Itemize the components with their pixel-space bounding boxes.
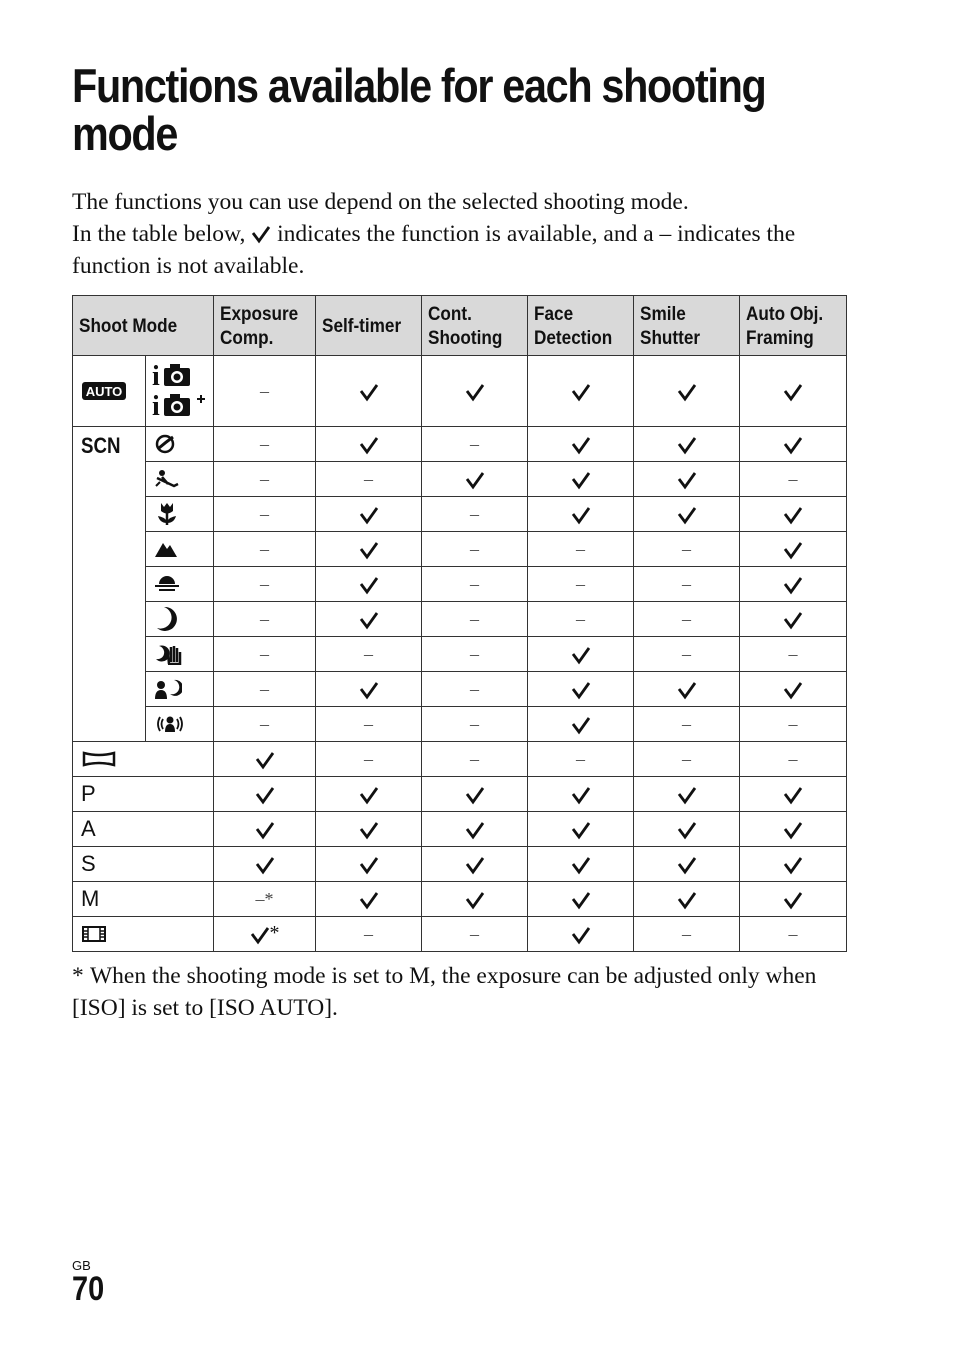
intro-line-2-after: indicates the function is available, and a – indicates the function is not available. <box>72 221 796 279</box>
dash-mark: – <box>470 538 480 559</box>
checkmark-icon <box>783 503 803 524</box>
checkmark-icon <box>465 853 485 874</box>
checkmark-icon <box>571 503 591 524</box>
availability-cell <box>634 356 740 427</box>
macro-tulip-icon <box>154 501 180 527</box>
scene-icon-cell <box>146 427 214 462</box>
availability-cell <box>316 882 422 917</box>
footnote <box>72 960 862 1024</box>
intro-line-2 <box>72 218 862 282</box>
checkmark-icon <box>359 573 379 594</box>
header-smile-shutter: Smile Shutter <box>634 296 740 356</box>
availability-cell <box>214 427 316 462</box>
dash-mark: – <box>260 643 270 664</box>
checkmark-icon <box>255 748 275 769</box>
checkmark-icon <box>677 818 697 839</box>
dash-mark: – <box>682 573 692 594</box>
availability-cell <box>740 497 847 532</box>
table-row <box>73 532 847 567</box>
aperture-mode-cell <box>73 812 214 847</box>
availability-cell <box>528 917 634 952</box>
intelligent-auto-icon <box>150 361 208 421</box>
panorama-mode-cell <box>73 742 214 777</box>
dash-mark: – <box>470 748 480 769</box>
program-mode-cell <box>73 777 214 812</box>
availability-cell <box>422 882 528 917</box>
footnote-marker: * <box>72 963 84 989</box>
availability-cell <box>214 777 316 812</box>
availability-cell <box>422 707 528 742</box>
table-row <box>73 567 847 602</box>
dash-mark: – <box>260 468 270 489</box>
soft-skin-icon <box>154 432 178 456</box>
checkmark-icon <box>571 783 591 804</box>
availability-cell <box>740 917 847 952</box>
dash-mark: – <box>260 538 270 559</box>
checkmark-icon <box>677 468 697 489</box>
dash-mark: – <box>260 380 270 401</box>
scene-icon-cell <box>146 707 214 742</box>
availability-cell <box>528 356 634 427</box>
checkmark-icon <box>465 783 485 804</box>
checkmark-icon <box>571 853 591 874</box>
availability-cell <box>528 427 634 462</box>
dash-mark: – <box>260 678 270 699</box>
availability-cell <box>214 742 316 777</box>
checkmark-icon <box>359 380 379 401</box>
availability-cell <box>316 812 422 847</box>
availability-cell <box>528 777 634 812</box>
availability-cell <box>422 812 528 847</box>
dash-mark: – <box>576 608 586 629</box>
table-row <box>73 462 847 497</box>
availability-cell <box>316 532 422 567</box>
dash-mark: – <box>470 643 480 664</box>
scene-icon-cell <box>146 637 214 672</box>
checkmark-icon <box>571 468 591 489</box>
availability-cell <box>634 532 740 567</box>
dash-mark: – <box>470 608 480 629</box>
availability-cell <box>740 847 847 882</box>
dash-mark: – <box>364 923 374 944</box>
dash-mark: – <box>682 713 692 734</box>
mode-label-m: M <box>81 886 100 911</box>
checkmark-icon <box>465 380 485 401</box>
availability-cell <box>634 602 740 637</box>
availability-cell <box>214 497 316 532</box>
header-auto-obj-framing: Auto Obj. Framing <box>740 296 847 356</box>
availability-cell <box>634 882 740 917</box>
checkmark-icon <box>465 888 485 909</box>
checkmark-icon <box>571 888 591 909</box>
availability-cell <box>316 707 422 742</box>
checkmark-icon <box>359 783 379 804</box>
checkmark-icon <box>783 538 803 559</box>
dash-mark: – <box>682 643 692 664</box>
availability-cell <box>316 847 422 882</box>
availability-cell <box>528 567 634 602</box>
availability-cell <box>634 777 740 812</box>
availability-cell <box>740 882 847 917</box>
availability-cell <box>422 427 528 462</box>
checkmark-icon <box>255 853 275 874</box>
table-row <box>73 427 847 462</box>
dash-mark: – <box>364 643 374 664</box>
availability-cell <box>740 427 847 462</box>
availability-cell <box>740 567 847 602</box>
availability-cell <box>528 532 634 567</box>
header-self-timer: Self-timer <box>316 296 422 356</box>
header-shoot-mode: Shoot Mode <box>73 296 214 356</box>
landscape-mountain-icon <box>154 539 178 559</box>
availability-cell <box>528 707 634 742</box>
checkmark-icon <box>677 783 697 804</box>
dash-mark: – <box>682 748 692 769</box>
soft-snap-icon <box>154 468 180 490</box>
intro-line-2-before: In the table below, <box>72 221 246 247</box>
availability-cell <box>214 917 316 952</box>
checkmark-icon <box>359 853 379 874</box>
availability-cell <box>422 567 528 602</box>
availability-cell <box>528 462 634 497</box>
intro-text <box>72 186 862 282</box>
availability-cell <box>422 462 528 497</box>
header-cont-shooting: Cont. Shooting <box>422 296 528 356</box>
footnote-text: When the shooting mode is set to M, the exposure can be adjusted only when [ISO] is set to [ISO AUTO]. <box>72 963 817 1021</box>
dash-mark: – <box>260 573 270 594</box>
checkmark-icon <box>783 380 803 401</box>
availability-cell <box>740 462 847 497</box>
table-row <box>73 637 847 672</box>
header-face-detection: Face Detection <box>528 296 634 356</box>
availability-cell <box>214 532 316 567</box>
checkmark-icon <box>571 678 591 699</box>
availability-cell <box>214 847 316 882</box>
dash-mark: – <box>576 573 586 594</box>
anti-motion-blur-icon <box>154 714 186 734</box>
scene-icon-cell <box>146 532 214 567</box>
intro-line-1: The functions you can use depend on the selected shooting mode. <box>72 189 689 215</box>
availability-cell <box>634 497 740 532</box>
dash-mark: – <box>260 608 270 629</box>
checkmark-icon <box>783 678 803 699</box>
auto-mode-cell <box>73 356 146 427</box>
checkmark-icon <box>783 888 803 909</box>
availability-cell <box>316 777 422 812</box>
dash-mark: – <box>470 503 480 524</box>
checkmark-icon <box>677 380 697 401</box>
availability-cell <box>214 567 316 602</box>
availability-cell <box>528 742 634 777</box>
availability-cell <box>422 917 528 952</box>
dash-mark: – <box>470 573 480 594</box>
function-availability-table <box>72 295 847 952</box>
mode-label-s: S <box>81 851 96 876</box>
availability-cell <box>214 637 316 672</box>
dash-mark: – <box>470 923 480 944</box>
night-portrait-icon <box>154 678 182 700</box>
table-header-row <box>73 296 847 356</box>
availability-cell <box>214 356 316 427</box>
region-code: GB <box>72 1258 91 1273</box>
availability-cell <box>422 532 528 567</box>
availability-cell <box>316 462 422 497</box>
availability-cell <box>634 812 740 847</box>
auto-submode-cell <box>146 356 214 427</box>
checkmark-icon <box>571 380 591 401</box>
availability-cell <box>740 356 847 427</box>
table-row <box>73 882 847 917</box>
scene-icon-cell <box>146 672 214 707</box>
checkmark-icon <box>677 433 697 454</box>
checkmark-icon <box>783 608 803 629</box>
checkmark-icon <box>783 783 803 804</box>
scene-icon-cell <box>146 602 214 637</box>
handheld-twilight-icon <box>154 643 182 665</box>
table-row <box>73 602 847 637</box>
svg-text:i: i <box>152 361 160 392</box>
dash-mark: –* <box>255 888 274 909</box>
dash-mark: – <box>682 538 692 559</box>
dash-mark: – <box>788 923 798 944</box>
checkmark-icon <box>783 853 803 874</box>
availability-cell <box>634 637 740 672</box>
availability-cell <box>528 602 634 637</box>
table-row <box>73 707 847 742</box>
availability-cell <box>528 882 634 917</box>
mode-label-a: A <box>81 816 96 841</box>
availability-cell <box>528 812 634 847</box>
availability-cell <box>634 707 740 742</box>
dash-mark: – <box>576 748 586 769</box>
availability-cell <box>214 462 316 497</box>
checkmark-icon <box>359 433 379 454</box>
table-row <box>73 742 847 777</box>
availability-cell <box>634 742 740 777</box>
availability-cell <box>422 742 528 777</box>
availability-cell <box>740 812 847 847</box>
sunset-icon <box>154 573 180 595</box>
availability-cell <box>740 672 847 707</box>
dash-mark: – <box>470 678 480 699</box>
availability-cell <box>316 497 422 532</box>
availability-cell <box>634 427 740 462</box>
checkmark-icon <box>359 888 379 909</box>
availability-cell <box>740 602 847 637</box>
availability-cell <box>634 462 740 497</box>
dash-mark: – <box>682 608 692 629</box>
dash-mark: – <box>788 713 798 734</box>
scn-label: SCN <box>81 433 121 458</box>
availability-cell <box>528 672 634 707</box>
availability-cell <box>740 637 847 672</box>
dash-mark: – <box>470 433 480 454</box>
table-row <box>73 847 847 882</box>
table-row <box>73 672 847 707</box>
svg-text:AUTO: AUTO <box>85 384 123 399</box>
checkmark-icon <box>251 224 271 244</box>
dash-mark: – <box>576 538 586 559</box>
checkmark-icon <box>783 433 803 454</box>
dash-mark: – <box>470 713 480 734</box>
dash-mark: – <box>788 643 798 664</box>
availability-cell <box>422 847 528 882</box>
header-exposure-comp: Exposure Comp. <box>214 296 316 356</box>
page-title: Functions available for each shooting mode <box>72 59 766 160</box>
table-row <box>73 356 847 427</box>
availability-cell <box>528 637 634 672</box>
checkmark-icon <box>571 643 591 664</box>
availability-cell <box>740 532 847 567</box>
page-number: 70 <box>72 1270 105 1308</box>
availability-cell <box>316 672 422 707</box>
availability-cell <box>316 567 422 602</box>
table-row <box>73 917 847 952</box>
availability-cell <box>422 777 528 812</box>
checkmark-icon <box>255 783 275 804</box>
dash-mark: – <box>682 923 692 944</box>
checkmark-icon <box>571 818 591 839</box>
availability-cell <box>316 917 422 952</box>
availability-cell <box>740 777 847 812</box>
table-row <box>73 812 847 847</box>
availability-cell <box>214 672 316 707</box>
dash-mark: – <box>788 748 798 769</box>
checkmark-icon <box>677 853 697 874</box>
checkmark-icon <box>783 573 803 594</box>
scn-mode-cell <box>73 427 146 742</box>
movie-mode-cell <box>73 917 214 952</box>
auto-mode-icon <box>81 381 127 401</box>
availability-cell <box>316 742 422 777</box>
availability-cell <box>422 602 528 637</box>
availability-cell <box>422 672 528 707</box>
checkmark-icon <box>677 503 697 524</box>
checkmark-icon <box>783 818 803 839</box>
mode-label-p: P <box>81 781 96 806</box>
scene-icon-cell <box>146 567 214 602</box>
availability-cell <box>316 356 422 427</box>
checkmark-icon <box>255 818 275 839</box>
availability-cell <box>634 847 740 882</box>
scene-icon-cell <box>146 462 214 497</box>
availability-cell <box>316 602 422 637</box>
availability-cell <box>528 497 634 532</box>
availability-cell <box>422 356 528 427</box>
table-row <box>73 777 847 812</box>
checkmark-icon <box>465 818 485 839</box>
checkmark-icon <box>359 608 379 629</box>
checkmark-icon <box>465 468 485 489</box>
availability-cell <box>316 637 422 672</box>
dash-mark: – <box>364 748 374 769</box>
availability-cell <box>634 917 740 952</box>
availability-cell <box>634 672 740 707</box>
sweep-panorama-icon <box>81 750 117 768</box>
dash-mark: – <box>364 468 374 489</box>
movie-film-icon <box>81 925 107 943</box>
checkmark-icon <box>571 433 591 454</box>
availability-cell <box>740 742 847 777</box>
availability-cell <box>214 707 316 742</box>
checkmark-icon <box>571 923 591 944</box>
dash-mark: – <box>260 433 270 454</box>
dash-mark: – <box>788 468 798 489</box>
checkmark-icon <box>359 818 379 839</box>
shutter-mode-cell <box>73 847 214 882</box>
availability-cell <box>214 882 316 917</box>
availability-cell <box>214 812 316 847</box>
checkmark-icon <box>359 678 379 699</box>
svg-text:i: i <box>152 391 160 421</box>
availability-cell <box>214 602 316 637</box>
checkmark-icon <box>677 888 697 909</box>
checkmark-icon <box>677 678 697 699</box>
manual-mode-cell <box>73 882 214 917</box>
night-scene-moon-icon <box>154 606 178 632</box>
scene-icon-cell <box>146 497 214 532</box>
availability-cell <box>316 427 422 462</box>
dash-mark: – <box>364 713 374 734</box>
table-row <box>73 497 847 532</box>
checkmark-icon: * <box>250 923 280 944</box>
availability-cell <box>422 497 528 532</box>
dash-mark: – <box>260 713 270 734</box>
availability-cell <box>634 567 740 602</box>
dash-mark: – <box>260 503 270 524</box>
checkmark-icon <box>571 713 591 734</box>
availability-cell <box>422 637 528 672</box>
checkmark-icon <box>359 503 379 524</box>
availability-cell <box>528 847 634 882</box>
checkmark-icon <box>359 538 379 559</box>
availability-cell <box>740 707 847 742</box>
